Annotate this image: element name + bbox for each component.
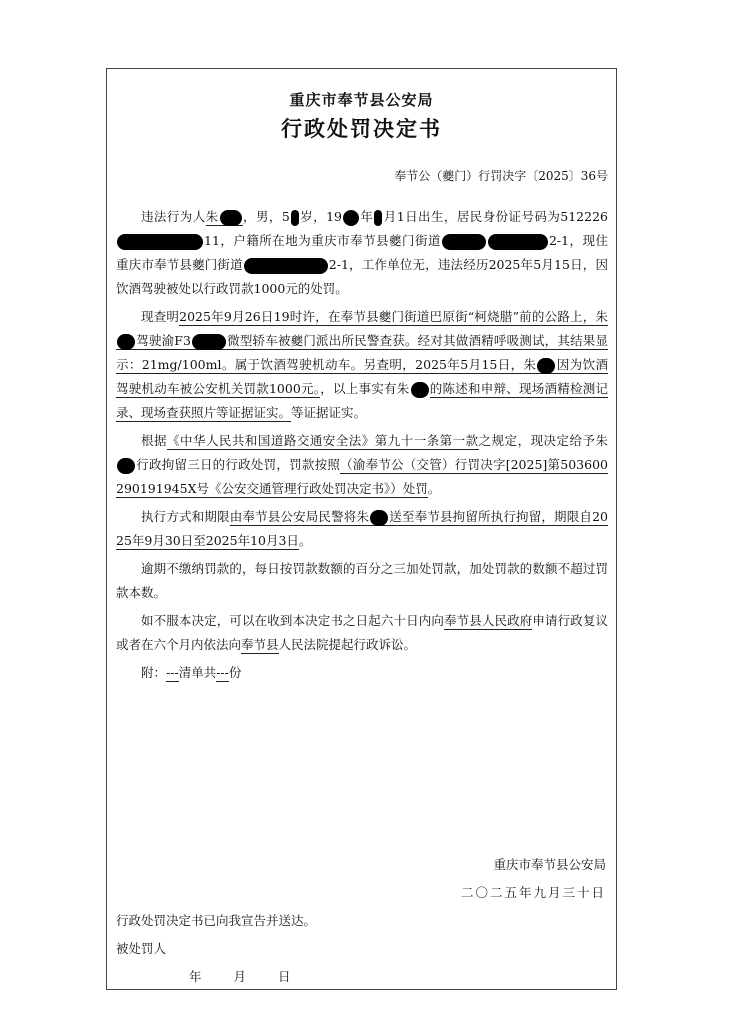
paragraph-attachment: 附：---清单共---份 [141,665,242,680]
signature-date: 二〇二五年九月三十日 [460,885,606,900]
decision-document [106,68,617,990]
redaction-mark [488,234,548,250]
paragraph-execution: 执行方式和期限由奉节县公安局民警将朱 送至奉节县拘留所执行拘留，期限自2025年9月30日至2025年10月3日。 [116,509,608,548]
paragraph-late-fee: 逾期不缴纳罚款的，每日按罚款数额的百分之三加处罚款，加处罚款的数额不超过罚款本数。 [116,561,608,600]
redaction-mark [291,210,299,226]
day-label: 日 [278,969,291,984]
receipt-date-blanks [189,967,323,985]
offender-name: 朱 [206,209,243,226]
month-label: 月 [233,969,247,984]
year-label: 年 [189,969,202,984]
paragraph-decision: 根据《中华人民共和国道路交通安全法》第九十一条第一款之规定，现决定给予朱行政拘留三日的行政处罚，罚款按照（渝奉节公（交管）行罚决字[2025]第503600290191945X号《公安交通管理行政处罚决定书》）处罚。 [116,433,608,496]
redaction-mark [442,234,486,250]
redaction-mark [244,258,328,274]
redaction-mark [370,510,388,526]
signature-organization: 重庆市奉节县公安局 [493,857,606,872]
redaction-mark [537,358,555,374]
redaction-mark [117,334,135,350]
redaction-mark [117,458,135,474]
paragraph-appeal: 如不服本决定，可以在收到本决定书之日起六十日内向奉节县人民政府申请行政复议或者在六个月内依法向奉节县人民法院提起行政诉讼。 [116,613,608,652]
penalized-person-label: 被处罚人 [116,941,167,956]
receipt-statement: 行政处罚决定书已向我宣告并送达。 [116,913,317,928]
document-body [116,205,608,689]
redaction-mark [220,210,242,226]
paragraph-offender: 违法行为人朱 ，男，5 岁，19 年 月1日出生，居民身份证号码为51222611，户籍所在地为重庆市奉节县夔门街道 2-1，现住重庆市奉节县夔门街道 2-1，工作单位无，违法经历2025年5月15日，因饮酒驾驶被处以行政罚款1000元的处罚。 [116,209,608,296]
document-title: 行政处罚决定书 [281,116,442,141]
issuing-organization: 重庆市奉节县公安局 [289,91,434,109]
redaction-mark [411,382,429,398]
redaction-mark [374,210,382,226]
paragraph-facts: 现查明2025年9月26日19时许，在奉节县夔门街道巴原街“柯烧腊”前的公路上，朱驾驶渝F3 微型轿车被夔门派出所民警查获。经对其做酒精呼吸测试，其结果显示：21mg/100ml。属于饮酒驾驶机动车。另查明，2025年5月15日，朱 因为饮酒驾驶机动车被公安机关罚款1000元。，以上事实有朱 的陈述和申辩、现场酒精检测记录、现场查获照片等证据证实。等证据证实。 [116,309,608,420]
redaction-mark [192,334,226,350]
redaction-mark [343,210,359,226]
document-number: 奉节公（夔门）行罚决字〔2025〕36号 [394,169,608,183]
redaction-mark [117,234,203,250]
